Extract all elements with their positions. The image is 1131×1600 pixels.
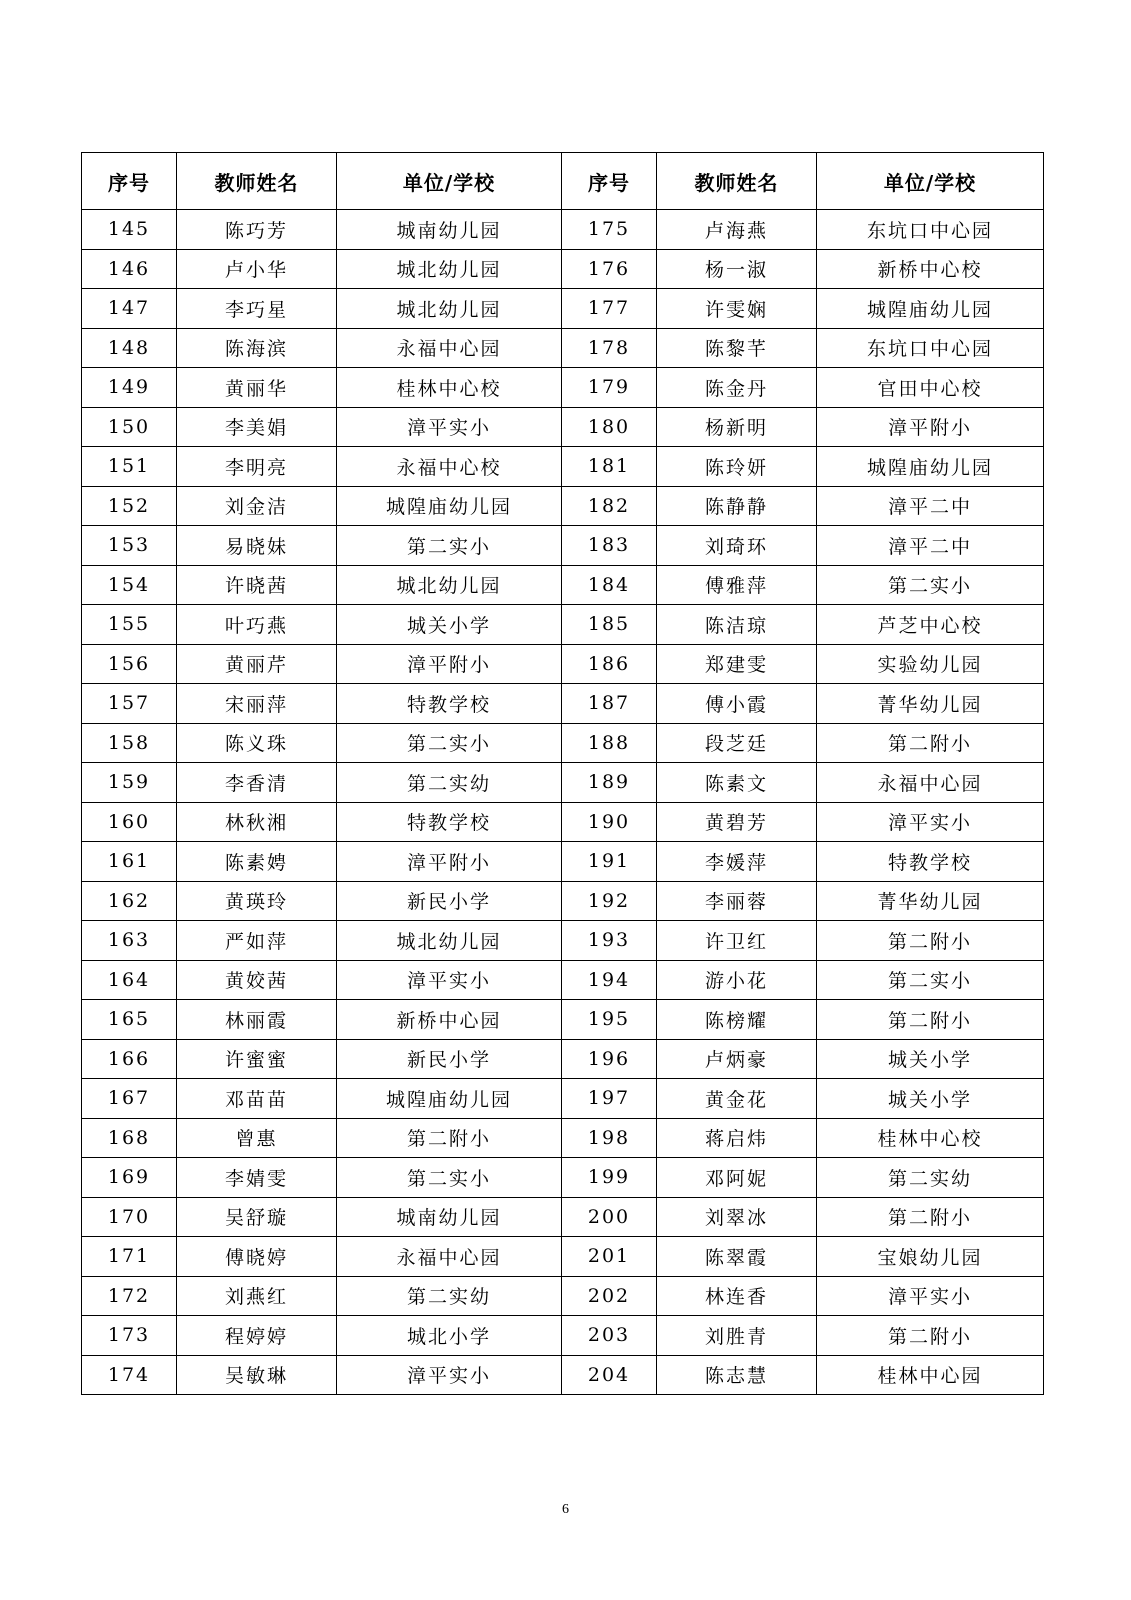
teacher-name-cell: 李香清: [177, 763, 337, 803]
serial-cell: 153: [82, 526, 177, 566]
serial-cell: 161: [82, 842, 177, 882]
table-row: [82, 565, 1044, 605]
table-row: [82, 249, 1044, 289]
table-row: [82, 486, 1044, 526]
serial-cell: 190: [562, 802, 657, 842]
serial-cell: 169: [82, 1158, 177, 1198]
serial-cell: 145: [82, 210, 177, 250]
serial-cell: 164: [82, 960, 177, 1000]
school-cell: 第二实幼: [817, 1158, 1044, 1198]
school-cell: 城北幼儿园: [337, 921, 562, 961]
table-row: [82, 644, 1044, 684]
school-cell: 第二实小: [817, 960, 1044, 1000]
serial-cell: 188: [562, 723, 657, 763]
school-cell: 城隍庙幼儿园: [817, 289, 1044, 329]
serial-cell: 198: [562, 1118, 657, 1158]
school-cell: 特教学校: [337, 684, 562, 724]
serial-cell: 184: [562, 565, 657, 605]
teacher-name-cell: 陈洁琼: [657, 605, 817, 645]
serial-cell: 168: [82, 1118, 177, 1158]
serial-cell: 149: [82, 368, 177, 408]
teacher-name-cell: 许晓茜: [177, 565, 337, 605]
school-cell: 官田中心校: [817, 368, 1044, 408]
teacher-name-cell: 傅晓婷: [177, 1237, 337, 1277]
teacher-name-cell: 许卫红: [657, 921, 817, 961]
serial-cell: 171: [82, 1237, 177, 1277]
serial-cell: 202: [562, 1276, 657, 1316]
school-cell: 第二实小: [337, 723, 562, 763]
teacher-name-cell: 易晓妹: [177, 526, 337, 566]
serial-cell: 197: [562, 1079, 657, 1119]
serial-cell: 185: [562, 605, 657, 645]
teacher-name-cell: 傅雅萍: [657, 565, 817, 605]
school-cell: 漳平实小: [337, 407, 562, 447]
teacher-name-cell: 刘金洁: [177, 486, 337, 526]
teacher-name-cell: 邓苗苗: [177, 1079, 337, 1119]
teacher-name-cell: 林丽霞: [177, 1000, 337, 1040]
serial-cell: 204: [562, 1355, 657, 1395]
school-cell: 第二实小: [817, 565, 1044, 605]
header-teacher-name: 教师姓名: [657, 153, 817, 210]
serial-cell: 201: [562, 1237, 657, 1277]
teacher-name-cell: 李明亮: [177, 447, 337, 487]
serial-cell: 203: [562, 1316, 657, 1356]
school-cell: 城关小学: [817, 1079, 1044, 1119]
school-cell: 城北小学: [337, 1316, 562, 1356]
table-row: [82, 210, 1044, 250]
school-cell: 城南幼儿园: [337, 1197, 562, 1237]
teacher-name-cell: 黄碧芳: [657, 802, 817, 842]
school-cell: 漳平附小: [337, 644, 562, 684]
school-cell: 第二附小: [817, 1000, 1044, 1040]
school-cell: 永福中心园: [337, 328, 562, 368]
school-cell: 漳平实小: [817, 802, 1044, 842]
teacher-name-cell: 傅小霞: [657, 684, 817, 724]
serial-cell: 196: [562, 1039, 657, 1079]
teacher-name-cell: 杨新明: [657, 407, 817, 447]
school-cell: 永福中心校: [337, 447, 562, 487]
table-row: [82, 921, 1044, 961]
teacher-name-cell: 陈素娉: [177, 842, 337, 882]
table-row: [82, 960, 1044, 1000]
teacher-name-cell: 黄丽芹: [177, 644, 337, 684]
school-cell: 桂林中心校: [817, 1118, 1044, 1158]
school-cell: 漳平附小: [817, 407, 1044, 447]
school-cell: 城隍庙幼儿园: [337, 486, 562, 526]
serial-cell: 151: [82, 447, 177, 487]
school-cell: 桂林中心校: [337, 368, 562, 408]
school-cell: 第二附小: [817, 1316, 1044, 1356]
school-cell: 第二实小: [337, 526, 562, 566]
serial-cell: 174: [82, 1355, 177, 1395]
table-body: [82, 210, 1044, 1395]
table-row: [82, 1158, 1044, 1198]
serial-cell: 155: [82, 605, 177, 645]
serial-cell: 200: [562, 1197, 657, 1237]
school-cell: 特教学校: [337, 802, 562, 842]
school-cell: 新民小学: [337, 881, 562, 921]
teacher-name-cell: 卢炳豪: [657, 1039, 817, 1079]
serial-cell: 193: [562, 921, 657, 961]
school-cell: 新桥中心校: [817, 249, 1044, 289]
school-cell: 特教学校: [817, 842, 1044, 882]
serial-cell: 176: [562, 249, 657, 289]
teacher-name-cell: 吴舒璇: [177, 1197, 337, 1237]
table-row: [82, 289, 1044, 329]
serial-cell: 194: [562, 960, 657, 1000]
school-cell: 芦芝中心校: [817, 605, 1044, 645]
teacher-name-cell: 李美娟: [177, 407, 337, 447]
teacher-name-cell: 卢海燕: [657, 210, 817, 250]
table-row: [82, 328, 1044, 368]
serial-cell: 175: [562, 210, 657, 250]
school-cell: 漳平实小: [337, 960, 562, 1000]
table-row: [82, 763, 1044, 803]
school-cell: 新民小学: [337, 1039, 562, 1079]
serial-cell: 192: [562, 881, 657, 921]
table-row: [82, 368, 1044, 408]
serial-cell: 173: [82, 1316, 177, 1356]
school-cell: 第二附小: [337, 1118, 562, 1158]
teacher-name-cell: 叶巧燕: [177, 605, 337, 645]
serial-cell: 163: [82, 921, 177, 961]
serial-cell: 189: [562, 763, 657, 803]
school-cell: 实验幼儿园: [817, 644, 1044, 684]
serial-cell: 180: [562, 407, 657, 447]
school-cell: 城北幼儿园: [337, 249, 562, 289]
school-cell: 永福中心园: [817, 763, 1044, 803]
teacher-name-cell: 陈海滨: [177, 328, 337, 368]
teacher-name-cell: 刘翠冰: [657, 1197, 817, 1237]
school-cell: 宝娘幼儿园: [817, 1237, 1044, 1277]
table-row: [82, 605, 1044, 645]
table-row: [82, 881, 1044, 921]
serial-cell: 177: [562, 289, 657, 329]
teacher-name-cell: 宋丽萍: [177, 684, 337, 724]
school-cell: 东坑口中心园: [817, 210, 1044, 250]
serial-cell: 156: [82, 644, 177, 684]
teacher-name-cell: 林秋湘: [177, 802, 337, 842]
teacher-name-cell: 程婷婷: [177, 1316, 337, 1356]
serial-cell: 170: [82, 1197, 177, 1237]
teacher-name-cell: 严如萍: [177, 921, 337, 961]
teacher-name-cell: 杨一淑: [657, 249, 817, 289]
serial-cell: 179: [562, 368, 657, 408]
teacher-name-cell: 陈翠霞: [657, 1237, 817, 1277]
teacher-name-cell: 蒋启炜: [657, 1118, 817, 1158]
teacher-name-cell: 吴敏琳: [177, 1355, 337, 1395]
table-row: [82, 1237, 1044, 1277]
serial-cell: 183: [562, 526, 657, 566]
serial-cell: 146: [82, 249, 177, 289]
serial-cell: 167: [82, 1079, 177, 1119]
teacher-name-cell: 李丽蓉: [657, 881, 817, 921]
teacher-name-cell: 陈巧芳: [177, 210, 337, 250]
serial-cell: 159: [82, 763, 177, 803]
school-cell: 城北幼儿园: [337, 289, 562, 329]
table-row: [82, 1316, 1044, 1356]
serial-cell: 154: [82, 565, 177, 605]
school-cell: 桂林中心园: [817, 1355, 1044, 1395]
teacher-name-cell: 林连香: [657, 1276, 817, 1316]
teacher-name-cell: 邓阿妮: [657, 1158, 817, 1198]
serial-cell: 165: [82, 1000, 177, 1040]
header-serial: 序号: [82, 153, 177, 210]
header-school: 单位/学校: [337, 153, 562, 210]
school-cell: 城关小学: [817, 1039, 1044, 1079]
serial-cell: 186: [562, 644, 657, 684]
school-cell: 新桥中心园: [337, 1000, 562, 1040]
school-cell: 漳平实小: [337, 1355, 562, 1395]
teacher-roster-table: [81, 152, 1044, 1395]
school-cell: 漳平实小: [817, 1276, 1044, 1316]
school-cell: 城北幼儿园: [337, 565, 562, 605]
serial-cell: 152: [82, 486, 177, 526]
teacher-name-cell: 许蜜蜜: [177, 1039, 337, 1079]
table-row: [82, 1000, 1044, 1040]
table-row: [82, 1039, 1044, 1079]
serial-cell: 157: [82, 684, 177, 724]
teacher-name-cell: 卢小华: [177, 249, 337, 289]
table-row: [82, 1276, 1044, 1316]
table-row: [82, 802, 1044, 842]
teacher-name-cell: 李巧星: [177, 289, 337, 329]
serial-cell: 199: [562, 1158, 657, 1198]
serial-cell: 195: [562, 1000, 657, 1040]
serial-cell: 147: [82, 289, 177, 329]
table-row: [82, 684, 1044, 724]
school-cell: 东坑口中心园: [817, 328, 1044, 368]
school-cell: 第二实幼: [337, 1276, 562, 1316]
serial-cell: 148: [82, 328, 177, 368]
school-cell: 第二实小: [337, 1158, 562, 1198]
table-header-row: [82, 153, 1044, 210]
teacher-name-cell: 陈榜耀: [657, 1000, 817, 1040]
school-cell: 城南幼儿园: [337, 210, 562, 250]
school-cell: 城关小学: [337, 605, 562, 645]
teacher-name-cell: 陈黎芊: [657, 328, 817, 368]
school-cell: 漳平二中: [817, 526, 1044, 566]
table-row: [82, 447, 1044, 487]
school-cell: 城隍庙幼儿园: [817, 447, 1044, 487]
teacher-name-cell: 陈静静: [657, 486, 817, 526]
serial-cell: 182: [562, 486, 657, 526]
teacher-name-cell: 刘胜青: [657, 1316, 817, 1356]
table-row: [82, 723, 1044, 763]
header-school: 单位/学校: [817, 153, 1044, 210]
school-cell: 第二实幼: [337, 763, 562, 803]
teacher-name-cell: 段芝廷: [657, 723, 817, 763]
table-row: [82, 842, 1044, 882]
teacher-name-cell: 许雯娴: [657, 289, 817, 329]
school-cell: 漳平附小: [337, 842, 562, 882]
teacher-name-cell: 陈志慧: [657, 1355, 817, 1395]
serial-cell: 178: [562, 328, 657, 368]
serial-cell: 166: [82, 1039, 177, 1079]
school-cell: 菁华幼儿园: [817, 684, 1044, 724]
serial-cell: 162: [82, 881, 177, 921]
table-row: [82, 1118, 1044, 1158]
teacher-name-cell: 刘燕红: [177, 1276, 337, 1316]
header-teacher-name: 教师姓名: [177, 153, 337, 210]
table-row: [82, 407, 1044, 447]
school-cell: 第二附小: [817, 1197, 1044, 1237]
school-cell: 永福中心园: [337, 1237, 562, 1277]
serial-cell: 187: [562, 684, 657, 724]
serial-cell: 181: [562, 447, 657, 487]
teacher-name-cell: 黄丽华: [177, 368, 337, 408]
serial-cell: 150: [82, 407, 177, 447]
teacher-name-cell: 陈金丹: [657, 368, 817, 408]
teacher-name-cell: 黄金花: [657, 1079, 817, 1119]
teacher-name-cell: 刘琦环: [657, 526, 817, 566]
school-cell: 第二附小: [817, 723, 1044, 763]
table-row: [82, 1079, 1044, 1119]
school-cell: 菁华幼儿园: [817, 881, 1044, 921]
teacher-name-cell: 陈素文: [657, 763, 817, 803]
header-serial: 序号: [562, 153, 657, 210]
teacher-name-cell: 李婧雯: [177, 1158, 337, 1198]
teacher-name-cell: 陈义珠: [177, 723, 337, 763]
table-row: [82, 526, 1044, 566]
serial-cell: 160: [82, 802, 177, 842]
serial-cell: 172: [82, 1276, 177, 1316]
school-cell: 第二附小: [817, 921, 1044, 961]
table-row: [82, 1355, 1044, 1395]
table-row: [82, 1197, 1044, 1237]
school-cell: 漳平二中: [817, 486, 1044, 526]
page-number: 6: [562, 1502, 569, 1517]
teacher-name-cell: 游小花: [657, 960, 817, 1000]
teacher-name-cell: 黄姣茜: [177, 960, 337, 1000]
serial-cell: 191: [562, 842, 657, 882]
teacher-name-cell: 李媛萍: [657, 842, 817, 882]
teacher-name-cell: 黄瑛玲: [177, 881, 337, 921]
teacher-name-cell: 曾惠: [177, 1118, 337, 1158]
teacher-name-cell: 郑建雯: [657, 644, 817, 684]
school-cell: 城隍庙幼儿园: [337, 1079, 562, 1119]
serial-cell: 158: [82, 723, 177, 763]
teacher-name-cell: 陈玲妍: [657, 447, 817, 487]
